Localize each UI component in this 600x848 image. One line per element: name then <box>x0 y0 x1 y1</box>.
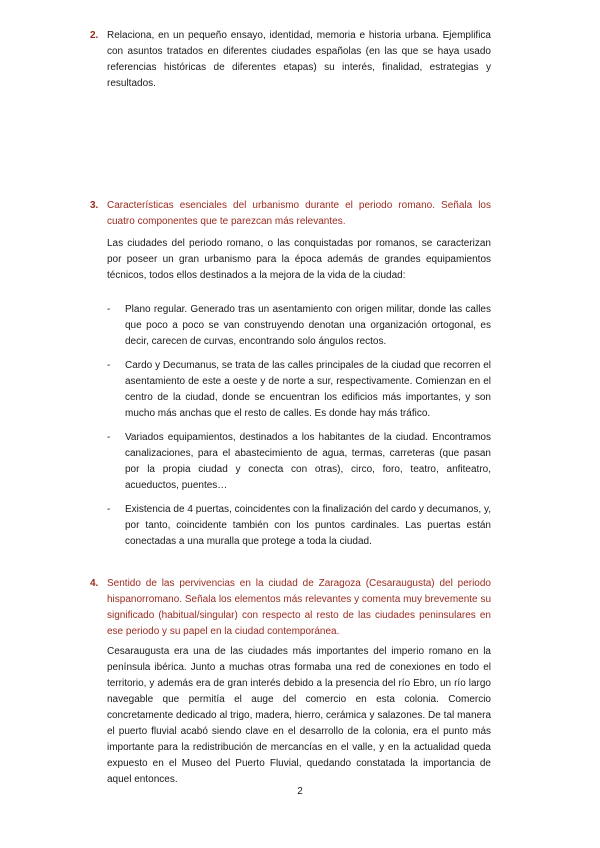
bullet-text: Existencia de 4 puertas, coincidentes con la finalización del cardo y decumanos, y, por tanto, coincidente también con los puntos cardinales. Las puertas están conectadas a una muralla que protege a toda la ciudad. <box>125 504 491 547</box>
question-2-number: 2. <box>90 30 99 41</box>
question-4-answer: Cesaraugusta era una de las ciudades más importantes del imperio romano en la península ibérica. Junto a muchas otras formaba una red de conexiones en todo el territorio, y además era de gran interés debido a la presencia del río Ebro, un río largo navegable que permitía el auge del comercio en esta colonia. Comercio concretamente dedicado al trigo, madera, hierro, cerámica y salazones. De tal manera el puerto fluvial acabó siendo clave en el desarrollo de la colonia, era el punto más importante para la redistribución de mercancías en el valle, y en la actualidad queda expuesto en el Museo del Puerto Fluvial, quedando constatada la importancia de aquel entonces. <box>107 646 491 785</box>
question-3-intro: Las ciudades del periodo romano, o las conquistadas por romanos, se caracterizan por poseer un gran urbanismo para la época además de grandes equipamientos técnicos, todos ellos destinados a la mejora de la vida de la ciudad: <box>107 238 491 281</box>
list-item <box>107 302 491 350</box>
bullet-text: Variados equipamientos, destinados a los habitantes de la ciudad. Encontramos canalizaciones, para el abastecimiento de agua, termas, carreteras (que pasan por la propia ciudad y conecta con otras), circo, foro, teatro, anfiteatro, acueductos, puentes… <box>125 432 491 491</box>
question-3-prompt: Características esenciales del urbanismo durante el periodo romano. Señala los cuatro componentes que te parezcan más relevantes. <box>107 200 491 227</box>
bullet-dash: - <box>107 504 111 515</box>
bullet-dash: - <box>107 304 111 315</box>
bullet-text: Plano regular. Generado tras un asentamiento con origen militar, donde las calles que poco a poco se van construyendo denotan una organización ortogonal, es decir, carecen de curvas, encontrando solo ángulos rectos. <box>125 304 491 347</box>
question-4-prompt: Sentido de las pervivencias en la ciudad de Zaragoza (Cesaraugusta) del periodo hispanorromano. Señala los elementos más relevantes y comenta muy brevemente su significado (habitual/singular) con respecto al resto de las ciudades peninsulares en ese periodo y su papel en la ciudad contemporánea. <box>107 578 491 637</box>
question-3-bullet-list <box>107 302 491 558</box>
question-4-number: 4. <box>90 578 99 589</box>
list-item <box>107 502 491 550</box>
page-number: 2 <box>297 786 303 797</box>
list-item <box>107 358 491 422</box>
bullet-dash: - <box>107 432 111 443</box>
question-2-text: Relaciona, en un pequeño ensayo, identidad, memoria e historia urbana. Ejemplifica con asuntos tratados en diferentes ciudades españolas (en las que se haya usado referencias históricas de diferentes etapas) su interés, finalidad, estrategias y resultados. <box>107 30 491 89</box>
bullet-dash: - <box>107 360 111 371</box>
list-item <box>107 430 491 494</box>
bullet-text: Cardo y Decumanus, se trata de las calles principales de la ciudad que recorren el asentamiento de este a oeste y de norte a sur, respectivamente. Comienzan en el centro de la ciudad, donde se encuentran los edificios más importantes, y son mucho más anchas que el resto de calles. Es donde hay más tráfico. <box>125 360 491 419</box>
question-3-number: 3. <box>90 200 99 211</box>
